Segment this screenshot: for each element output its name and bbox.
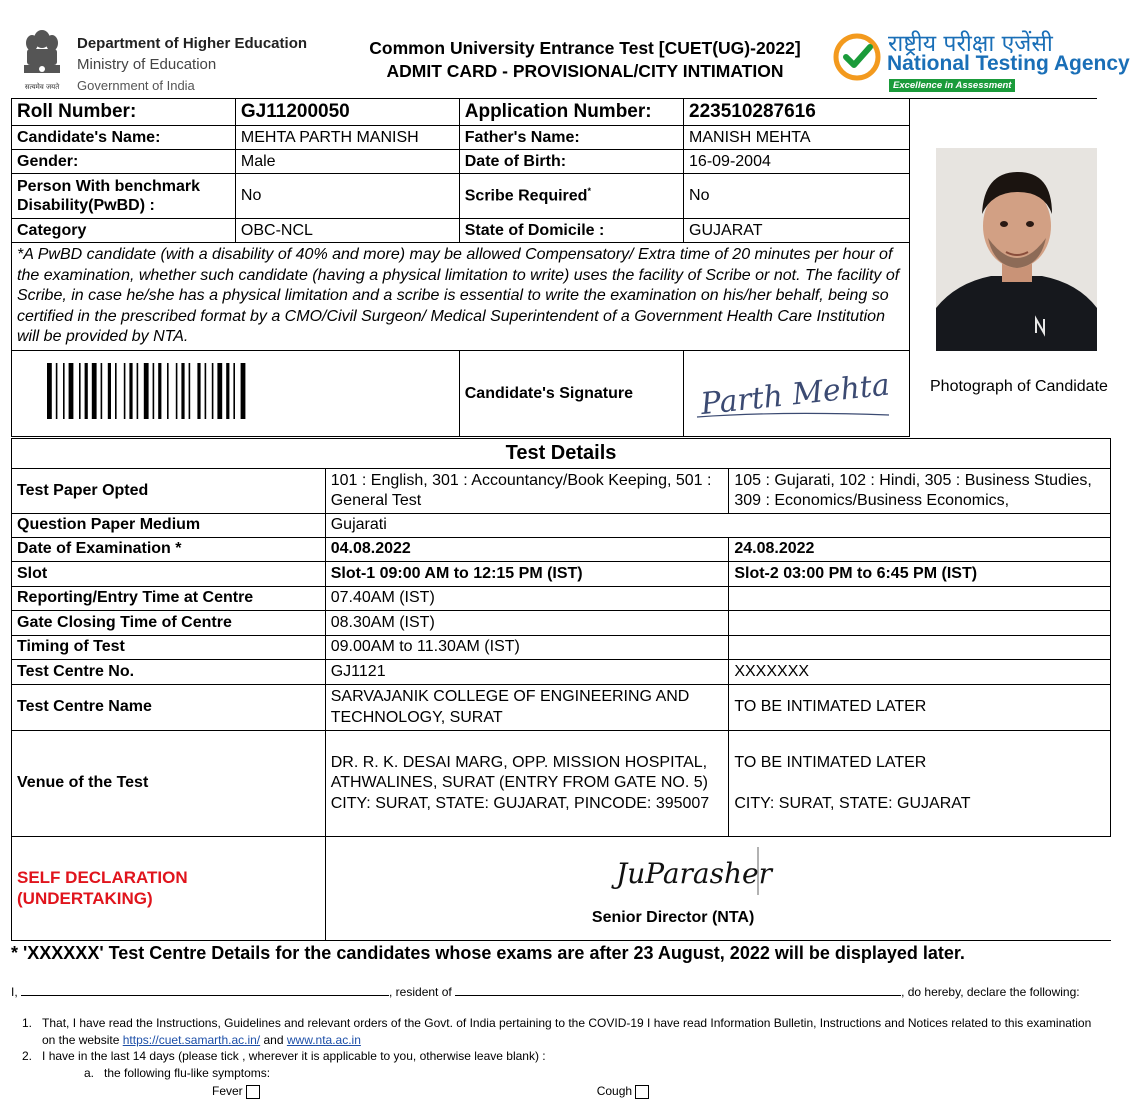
and-text: and [263, 1032, 284, 1047]
point-2a-number: a. [84, 1065, 95, 1080]
dept-line-3: Government of India [77, 78, 195, 93]
point-1-text-2: on the website [42, 1032, 120, 1047]
barcode-bar [108, 363, 111, 419]
barcode-bar [233, 363, 235, 419]
dob-label: Date of Birth: [459, 150, 683, 174]
barcode-bar [144, 363, 149, 419]
nta-hindi-name: राष्ट्रीय परीक्षा एजेंसी [888, 31, 1053, 57]
director-signature-cell [325, 837, 1110, 941]
director-signature-text: JuParasher [616, 857, 773, 890]
fever-checkbox[interactable] [246, 1085, 260, 1099]
scribe-asterisk: * [587, 186, 591, 197]
barcode-bar [176, 363, 178, 419]
emblem-caption: सत्यमेव जयते [24, 83, 60, 91]
centre-name-1: SARVAJANIK COLLEGE OF ENGINEERING AND TECHNOLOGY, SURAT [325, 685, 729, 731]
pwbd-note: *A PwBD candidate (with a disability of 40% and more) may be allowed Compensatory/ Extra time of 20 minutes per hour of the examination, whether such candidate (having a physical limitation to write) uses the facility of Scribe or not. The facility of Scribe, in case he/she has a physical limitation and a scribe is essential to write the examination on his/her behalf, being so certified in the prescribed format by a CMO/Civil Surgeon/ Medical Superintendent of a Government Health Care Institution will be provided by NTA. [12, 243, 910, 351]
application-number-value: 223510287616 [684, 99, 910, 126]
signature-cell [684, 351, 910, 437]
roll-number-value: GJ11200050 [235, 99, 459, 126]
point-1-number: 1. [22, 1016, 33, 1030]
category-value: OBC-NCL [235, 219, 459, 243]
centre-no-2: XXXXXXX [729, 660, 1111, 685]
barcode-bar [167, 363, 169, 419]
slot-1: Slot-1 09:00 AM to 12:15 PM (IST) [325, 562, 729, 587]
symptom-cough-label: Cough [596, 1084, 633, 1098]
barcode-bar [47, 363, 52, 419]
point-2-number: 2. [22, 1049, 33, 1063]
nta-link[interactable]: www.nta.ac.in [286, 1032, 361, 1047]
barcode-bar [205, 363, 207, 419]
scribe-label [459, 174, 683, 219]
medium-label: Question Paper Medium [12, 514, 326, 538]
test-paper-label: Test Paper Opted [12, 469, 326, 514]
document-title [340, 37, 830, 83]
medium-value: Gujarati [325, 514, 1110, 538]
slot-2: Slot-2 03:00 PM to 6:45 PM (IST) [729, 562, 1111, 587]
nta-english-name: National Testing Agency [887, 52, 1130, 75]
test-paper-slot-2: 105 : Gujarati, 102 : Hindi, 305 : Business Studies, 309 : Economics/Business Economics, [729, 469, 1111, 514]
barcode-bar [79, 363, 81, 419]
venue-label: Venue of the Test [12, 731, 326, 837]
exam-date-1: 04.08.2022 [325, 538, 729, 562]
venue-1-city: CITY: SURAT, STATE: GUJARAT, PINCODE: 395007 [330, 794, 710, 812]
barcode-bar [56, 363, 58, 419]
gender-label: Gender: [12, 150, 236, 174]
director-label: Senior Director (NTA) [591, 908, 755, 926]
father-name-label: Father's Name: [459, 126, 683, 150]
department-block [77, 33, 307, 96]
barcode-bar [63, 363, 65, 419]
decl-end: , do hereby, declare the following: [901, 985, 1080, 999]
declaration-points [22, 1015, 1091, 1100]
declaration-line [11, 984, 1080, 999]
test-details-table [11, 438, 1111, 941]
application-number-label: Application Number: [459, 99, 683, 126]
barcode-bar [217, 363, 222, 419]
barcode-bar [181, 363, 184, 419]
pwbd-label-line-2: Disability(PwBD) : [17, 197, 155, 214]
exam-date-2: 24.08.2022 [729, 538, 1111, 562]
roll-number-label: Roll Number: [12, 99, 236, 126]
name-blank-field[interactable] [21, 984, 389, 996]
symptom-fever-label: Fever [212, 1084, 243, 1098]
barcode-bar [189, 363, 191, 419]
cuet-link[interactable]: https://cuet.samarth.ac.in/ [122, 1032, 261, 1047]
test-details-heading: Test Details [12, 439, 1111, 469]
pwbd-label-line-1: Person With benchmark [17, 178, 201, 195]
title-line-1: Common University Entrance Test [CUET(UG)-2022] [369, 38, 801, 58]
barcode [17, 361, 417, 421]
title-line-2: ADMIT CARD - PROVISIONAL/CITY INTIMATION [386, 61, 784, 81]
decl-resident: , resident of [389, 985, 452, 999]
barcode-bar [129, 363, 132, 419]
barcode-cell [12, 351, 460, 437]
cough-checkbox[interactable] [635, 1085, 649, 1099]
venue-2-city: CITY: SURAT, STATE: GUJARAT [734, 794, 971, 812]
father-name-value: MANISH MEHTA [684, 126, 910, 150]
point-2-text: I have in the last 14 days (please tick , wherever it is applicable to you, otherwise leave blank) : [42, 1049, 546, 1063]
barcode-bar [197, 363, 200, 419]
dob-value: 16-09-2004 [684, 150, 910, 174]
barcode-bar [124, 363, 126, 419]
barcode-bar [115, 363, 117, 419]
reporting-time-2 [729, 587, 1111, 611]
pwbd-label [12, 174, 236, 219]
domicile-value: GUJARAT [684, 219, 910, 243]
venue-2 [729, 731, 1111, 837]
reporting-time-label: Reporting/Entry Time at Centre [12, 587, 326, 611]
barcode-bar [153, 363, 155, 419]
barcode-bar [85, 363, 88, 419]
timing-1: 09.00AM to 11.30AM (IST) [325, 636, 729, 660]
director-signature [608, 843, 773, 897]
centre-footnote: * 'XXXXXX' Test Centre Details for the candidates whose exams are after 23 August, 2022 will be displayed later. [11, 943, 965, 963]
timing-label: Timing of Test [12, 636, 326, 660]
candidate-details-table [11, 98, 910, 437]
scribe-label-text: Scribe Required [464, 187, 588, 205]
gate-closing-2 [729, 611, 1111, 636]
venue-1 [325, 731, 729, 837]
candidate-name-label: Candidate's Name: [12, 126, 236, 150]
gate-closing-1: 08.30AM (IST) [325, 611, 729, 636]
barcode-bar [137, 363, 139, 419]
nta-tagline: Excellence in Assessment [889, 79, 1015, 92]
photo-caption: Photograph of Candidate [930, 378, 1108, 395]
barcode-bar [241, 363, 246, 419]
barcode-bar [212, 363, 214, 419]
barcode-bar [226, 363, 229, 419]
symptom-row [22, 1083, 1091, 1100]
residence-blank-field[interactable] [455, 984, 901, 996]
self-declaration-line-1: SELF DECLARATION [17, 868, 188, 887]
category-label: Category [12, 219, 236, 243]
point-2 [22, 1048, 1091, 1065]
candidate-signature [689, 361, 899, 421]
dept-line-1: Department of Higher Education [77, 35, 308, 52]
point-2a-text: the following flu-like symptoms: [104, 1065, 271, 1080]
signature-label: Candidate's Signature [459, 351, 683, 437]
candidate-photograph [936, 148, 1097, 351]
point-1-text: That, I have read the Instructions, Guidelines and relevant orders of the Govt. of India pertaining to the COVID-19 I have read Information Bulletin, Instructions and Notices related to this examination [42, 1016, 1092, 1030]
barcode-bar [92, 363, 97, 419]
gender-value: Male [235, 150, 459, 174]
venue-1-address: DR. R. K. DESAI MARG, OPP. MISSION HOSPITAL, ATHWALINES, SURAT (ENTRY FROM GATE NO. 5) [330, 753, 708, 792]
centre-name-2: TO BE INTIMATED LATER [729, 685, 1111, 731]
test-paper-slot-1: 101 : English, 301 : Accountancy/Book Keeping, 501 : General Test [325, 469, 729, 514]
centre-no-1: GJ1121 [325, 660, 729, 685]
centre-name-label: Test Centre Name [12, 685, 326, 731]
centre-no-label: Test Centre No. [12, 660, 326, 685]
dept-line-2: Ministry of Education [77, 56, 217, 73]
barcode-bar [101, 363, 103, 419]
gate-closing-label: Gate Closing Time of Centre [12, 611, 326, 636]
scribe-value: No [684, 174, 910, 219]
self-declaration-line-2: (UNDERTAKING) [17, 889, 153, 908]
barcode-bar [69, 363, 74, 419]
domicile-label: State of Domicile : [459, 219, 683, 243]
candidate-name-value: MEHTA PARTH MANISH [235, 126, 459, 150]
point-2a [22, 1065, 1091, 1082]
decl-i: I, [11, 985, 18, 999]
exam-date-label: Date of Examination * [12, 538, 326, 562]
signature-text: Parth Mehta [699, 367, 892, 423]
pwbd-value: No [235, 174, 459, 219]
reporting-time-1: 07.40AM (IST) [325, 587, 729, 611]
point-1-continued [22, 1032, 1091, 1049]
point-1 [22, 1015, 1091, 1032]
slot-label: Slot [12, 562, 326, 587]
timing-2 [729, 636, 1111, 660]
venue-2-address: TO BE INTIMATED LATER [734, 754, 927, 771]
barcode-bar [158, 363, 161, 419]
